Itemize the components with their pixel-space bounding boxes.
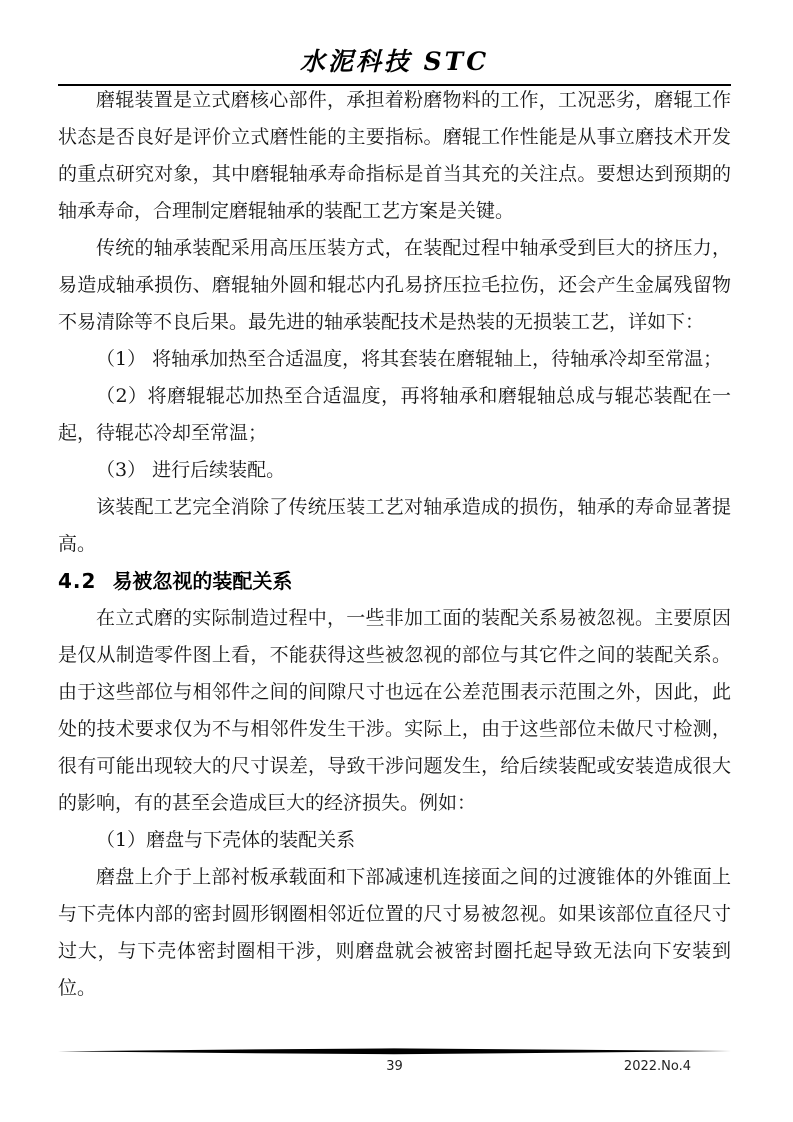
list-item-step-1: （1） 将轴承加热至合适温度，将其套装在磨辊轴上，待轴承冷却至常温；: [96, 348, 723, 370]
journal-title: 水泥科技 STC: [299, 47, 490, 76]
list-item-step-2: （2）将磨辊辊芯加热至合适温度，再将轴承和磨辊轴总成与辊芯装配在一起，待辊芯冷却至常温；: [58, 385, 731, 444]
issue-label: 2022.No.4: [623, 1059, 691, 1074]
list-item-example-1: （1）磨盘与下壳体的装配关系: [96, 829, 356, 851]
list-item-step-3: （3） 进行后续装配。: [96, 459, 286, 481]
paragraph-example-detail: 磨盘上介于上部衬板承载面和下部减速机连接面之间的过渡锥体的外锥面上与下壳体内部的密封圆形钢圈相邻近位置的尺寸易被忽视。如果该部位直径尺寸过大，与下壳体密封圈相干涉，则磨盘就会被密封圈托起导致无法向下安装到位。: [58, 866, 731, 999]
paragraph-conclusion: 该装配工艺完全消除了传统压装工艺对轴承造成的损伤，轴承的寿命显著提高。: [58, 496, 731, 555]
page-footer: [58, 1048, 731, 1079]
footer-text-row: [58, 1057, 731, 1079]
paragraph-intro-2: 传统的轴承装配采用高压压装方式，在装配过程中轴承受到巨大的挤压力，易造成轴承损伤、磨辊轴外圆和辊芯内孔易挤压拉毛拉伤，还会产生金属残留物不易清除等不良后果。最先进的轴承装配技术是热装的无损装工艺，详如下：: [58, 237, 731, 333]
section-title: 易被忽视的装配关系: [112, 569, 293, 593]
section-heading: [58, 563, 731, 600]
article-body: [58, 82, 731, 1007]
paragraph-intro-1: 磨辊装置是立式磨核心部件，承担着粉磨物料的工作，工况恶劣，磨辊工作状态是否良好是评价立式磨性能的主要指标。磨辊工作性能是从事立磨技术开发的重点研究对象，其中磨辊轴承寿命指标是首当其充的关注点。要想达到预期的轴承寿命，合理制定磨辊轴承的装配工艺方案是关键。: [58, 89, 731, 222]
section-number: 4.2: [58, 569, 97, 593]
footer-rule: [58, 1048, 731, 1055]
paragraph-section-body: 在立式磨的实际制造过程中，一些非加工面的装配关系易被忽视。主要原因是仅从制造零件图上看，不能获得这些被忽视的部位与其它件之间的装配关系。由于这些部位与相邻件之间的间隙尺寸也远在公差范围表示范围之外，因此，此处的技术要求仅为不与相邻件发生干涉。实际上，由于这些部位未做尺寸检测，很有可能出现较大的尺寸误差，导致干涉问题发生，给后续装配或安装造成很大的影响，有的甚至会造成巨大的经济损失。例如：: [58, 607, 731, 814]
page-header: [58, 0, 731, 86]
page-number: 39: [386, 1059, 403, 1074]
